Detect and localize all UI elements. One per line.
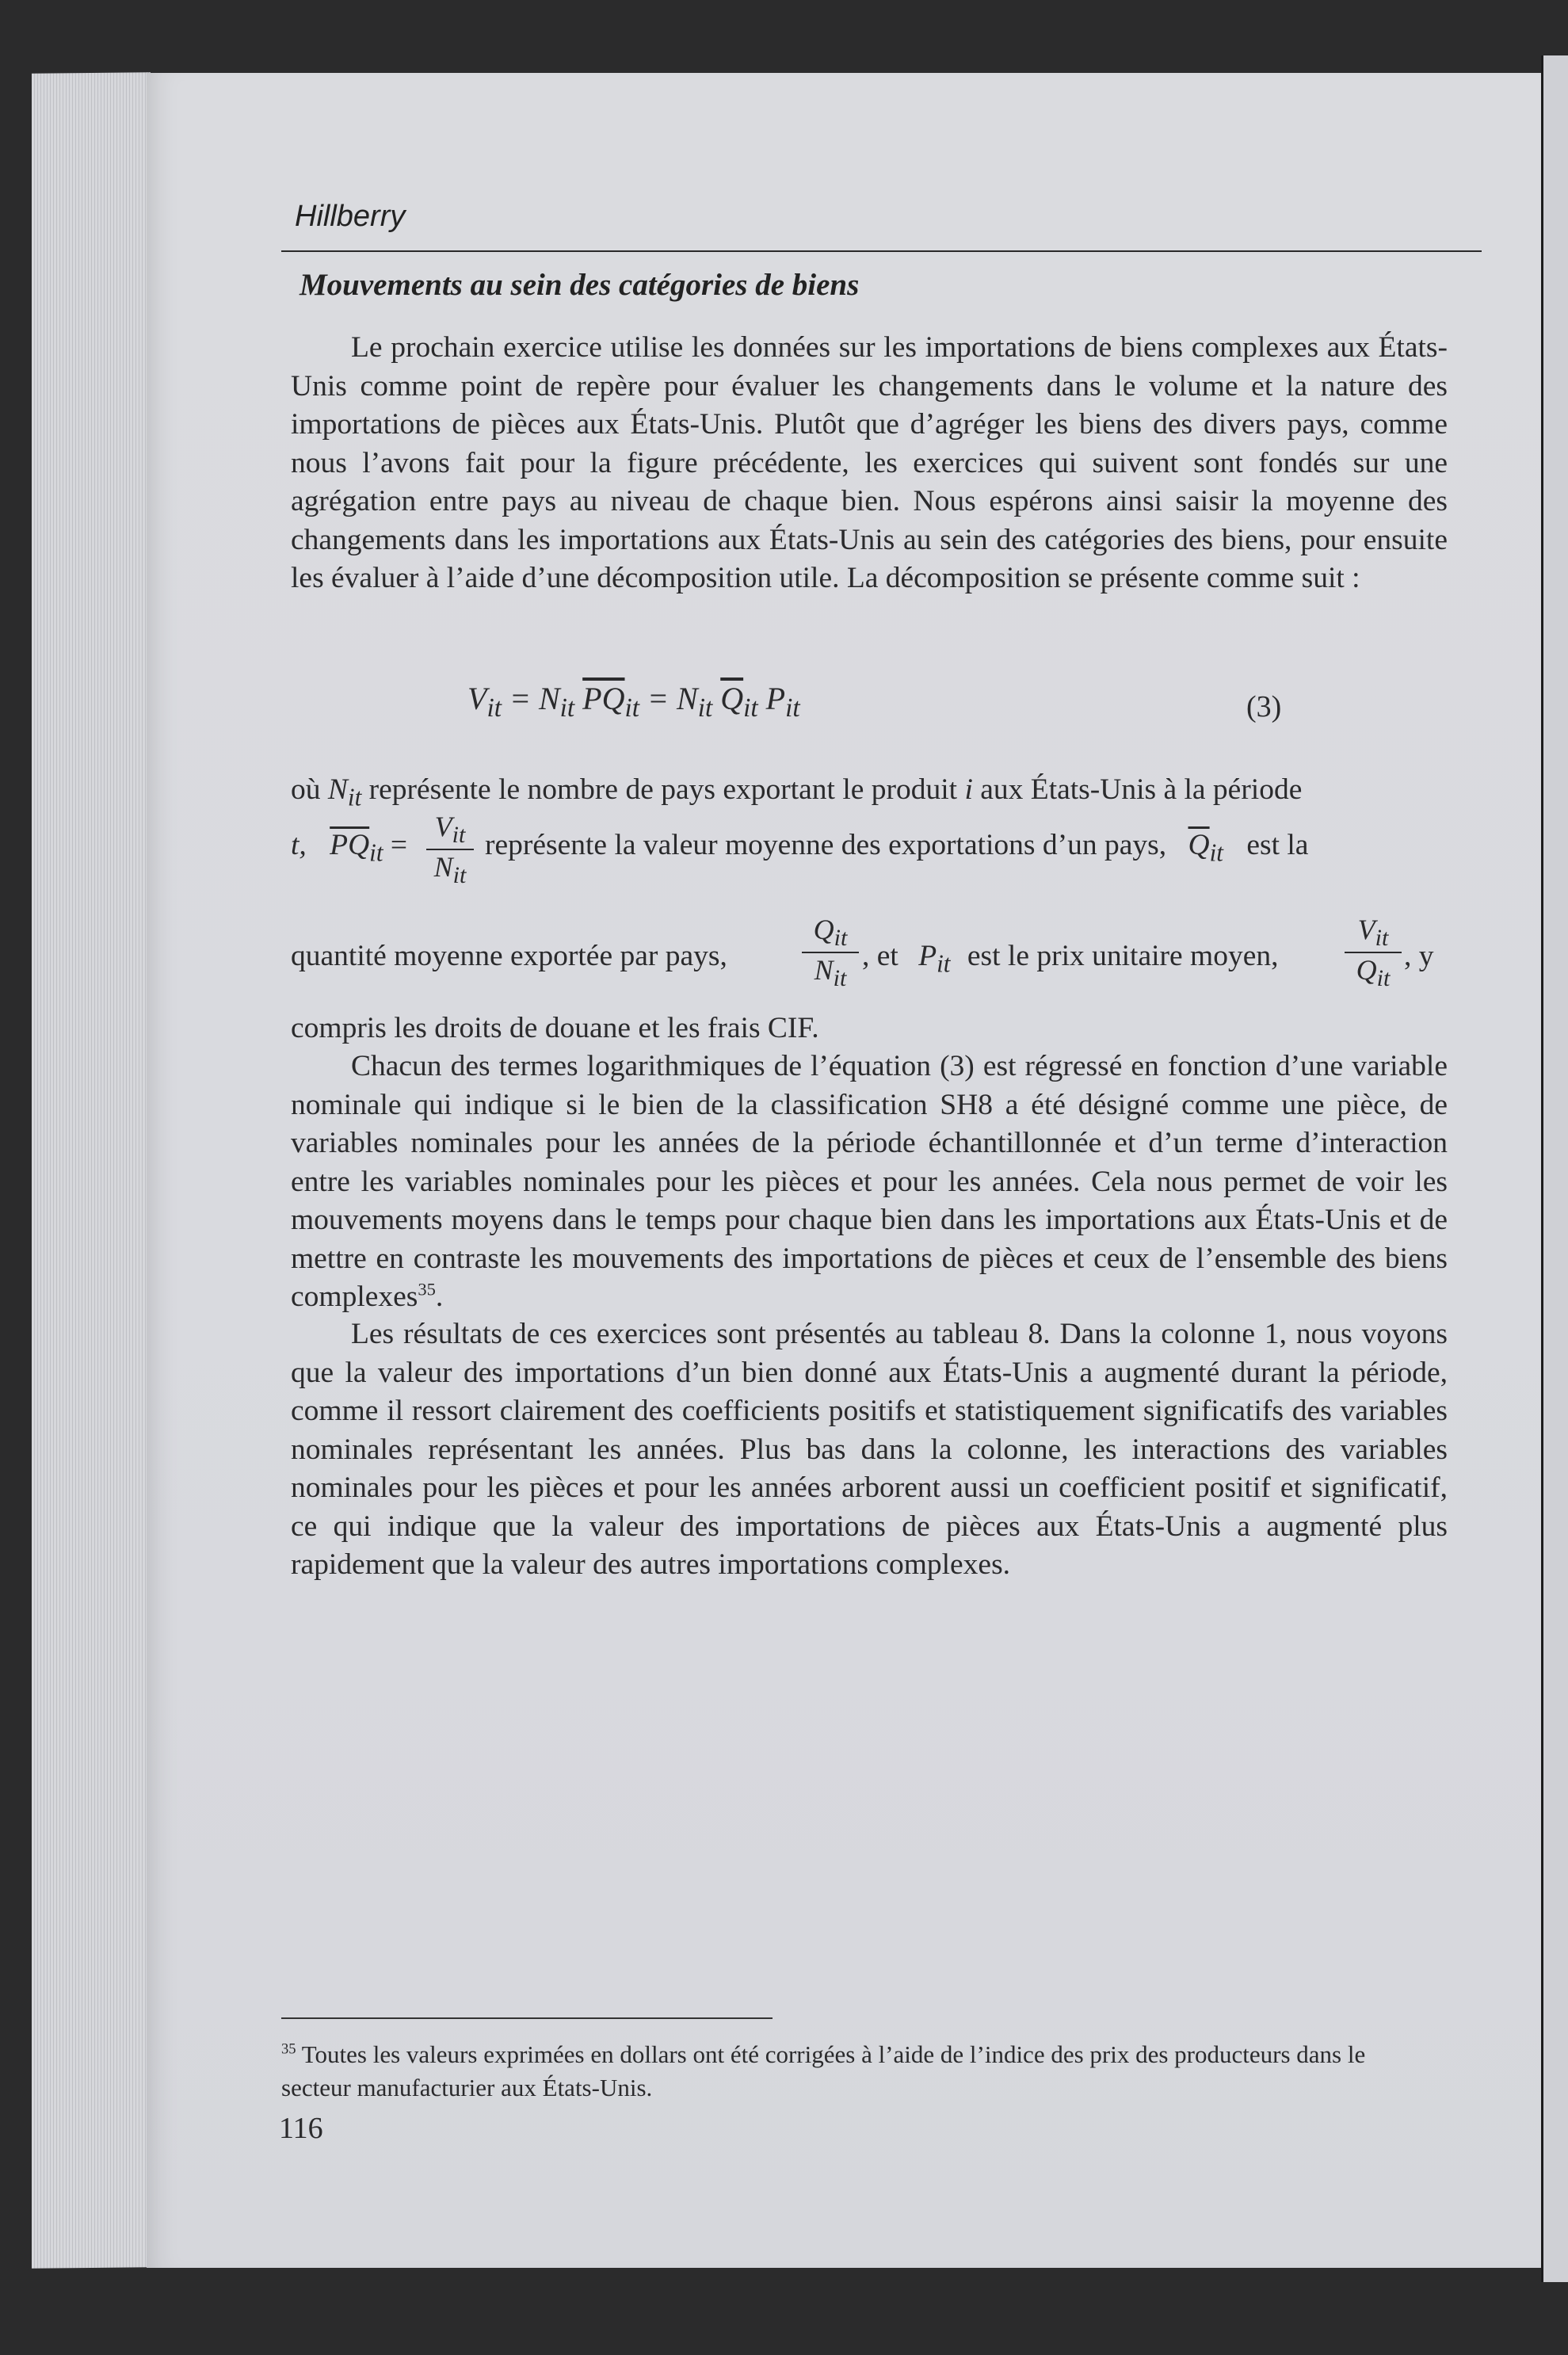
page-number: 116 <box>279 2112 323 2145</box>
section-heading: Mouvements au sein des catégories de biens <box>299 268 860 302</box>
page-stack-edge <box>32 72 151 2269</box>
equation-number: (3) <box>1246 690 1282 723</box>
next-page-edge <box>1541 55 1568 2282</box>
paragraph-3: Les résultats de ces exercices sont présentés au tableau 8. Dans la colonne 1, nous voyons que la valeur des importations d’un bien donné aux États-Unis a augmenté durant la période, comme il ressort clairement des coefficients positifs et statistiquement significatifs des variables nominales représentant les années. Plus bas dans la colonne, les interactions des variables nominales pour les pièces et pour les années arborent aussi un coefficient positif et significatif, ce qui indique que la valeur des importations de pièces aux États-Unis a augmenté plus rapidement que la valeur des autres importations complexes. <box>291 1318 1448 1581</box>
definition-line-2b: représente la valeur moyenne des exportations d’un pays, $\overline{Q}_{it}$ est la <box>485 829 1309 867</box>
footnote-ref-35[interactable]: 35 <box>418 1279 436 1300</box>
paragraph-2-end: . <box>435 1281 444 1313</box>
paragraph-2 <box>291 1048 1448 1317</box>
footnote-text: Toutes les valeurs exprimées en dollars ont été corrigées à l’aide de l’indice des prix des producteurs dans le secteur manufacturier aux États-Unis. <box>281 2040 1366 2101</box>
footnote-35 <box>281 2038 1406 2105</box>
equation-3: $V_{it} = N_{it}$ $\overline{PQ}_{it} = N_{it}$ $\overline{Q}_{it}$ $P_{it}$ <box>467 681 800 723</box>
fraction-v-over-n: $V_{it}$ $N_{it}$ <box>426 810 474 889</box>
footnote-mark: 35 <box>281 2040 296 2058</box>
footnote-rule <box>281 2017 773 2019</box>
definition-line-3a: quantité moyenne exportée par pays, <box>291 940 727 972</box>
paragraph-2-text: Chacun des termes logarithmiques de l’équation (3) est régressé en fonction d’une variable nominale qui indique si le bien de la classification SH8 a été désigné comme une pièce, de variables nominales pour les années de la période échantillonnée et d’un terme d’interaction entre les variables nominales pour les pièces et pour les années. Cela nous permet de voir les mouvements moyens dans le temps pour chaque bien dans les importations aux États-Unis et de mettre en contraste les mouvements des importations de pièces et ceux de l’ensemble des biens complexes <box>291 1050 1448 1313</box>
definition-line-3c: , y <box>1404 940 1434 972</box>
definition-line-4: compris les droits de douane et les frais CIF. <box>291 1012 819 1044</box>
paragraph-1: Le prochain exercice utilise les données sur les importations de biens complexes aux États-Unis comme point de repère pour évaluer les changements dans le volume et la nature des importations de pièces aux États-Unis. Plutôt que d’agréger les biens des divers pays, comme nous l’avons fait pour la figure précédente, les exercices qui suivent sont fondés sur une agrégation entre pays au niveau de chaque bien. Nous espérons ainsi saisir la moyenne des changements dans les importations aux États-Unis au sein des catégories des biens, pour ensuite les évaluer à l’aide d’une décomposition utile. La décomposition se présente comme suit : <box>291 331 1448 594</box>
definition-line-2a: t, $\overline{PQ}_{it}$ = <box>291 829 408 867</box>
definition-line-3b: , et $P_{it}$ est le prix unitaire moyen, <box>862 940 1279 978</box>
definition-line-1: où $N_{it}$ représente le nombre de pays exportant le produit i aux États-Unis à la période <box>291 773 1303 811</box>
header-rule <box>281 250 1482 252</box>
fraction-q-over-n: $Q_{it}$ $N_{it}$ <box>802 913 859 992</box>
fraction-v-over-q: $V_{it}$ $Q_{it}$ <box>1345 913 1402 992</box>
running-head: Hillberry <box>295 200 406 233</box>
